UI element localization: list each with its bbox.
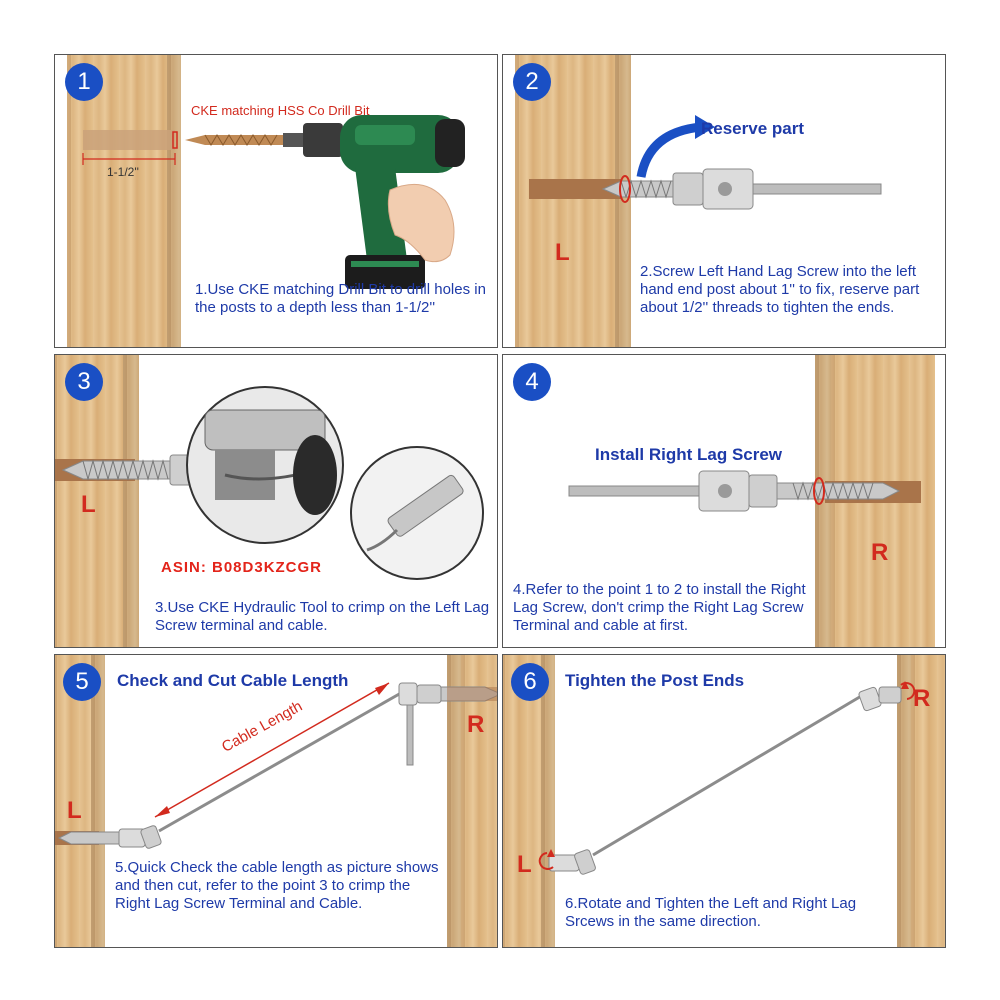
step-6-panel — [502, 654, 946, 948]
side-label-left: L — [67, 797, 82, 824]
crimp-tool-zoom-icon — [187, 387, 343, 543]
step-3-panel — [54, 354, 498, 648]
step-4-caption: 4.Refer to the point 1 to 2 to install the Right Lag Screw, don't crimp the Right Lag Screw Terminal and cable at first. — [513, 581, 806, 634]
cable-length-dimension — [155, 683, 389, 817]
step-3-badge: 3 — [65, 363, 103, 401]
step-1-badge: 1 — [65, 63, 103, 101]
step-5-badge: 5 — [63, 663, 101, 701]
step-1-caption: 1.Use CKE matching Drill Bit to drill holes in the posts to a depth less than 1-1/2'' — [195, 281, 486, 316]
side-label-right: R — [871, 539, 889, 566]
terminal-icon — [673, 169, 881, 209]
step-2-panel — [502, 54, 946, 348]
drill-bit-icon — [185, 133, 305, 147]
step-2-caption: 2.Screw Left Hand Lag Screw into the left hand end post about 1'' to fix, reserve part about 1/2'' threads to tighten the ends. — [640, 263, 920, 316]
step-1-panel — [54, 54, 498, 348]
step-4-badge: 4 — [513, 363, 551, 401]
side-label-right: R — [913, 685, 931, 712]
step-6-title: Tighten the Post Ends — [565, 671, 745, 690]
drilled-hole — [83, 130, 175, 150]
cable-length-label: Cable Length — [219, 697, 306, 756]
step-5-panel — [54, 654, 498, 948]
cordless-drill-icon — [303, 115, 465, 289]
terminal-icon — [569, 471, 777, 511]
step-2-title: Reserve part — [701, 119, 805, 138]
step-4-panel — [502, 354, 946, 648]
step-6-caption: 6.Rotate and Tighten the Left and Right Lag Srcews in the same direction. — [565, 895, 857, 930]
cable-line — [593, 695, 863, 855]
step-5-caption: 5.Quick Check the cable length as picture shows and then cut, refer to the point 3 to crimp the Right Lag Screw Terminal and Cable. — [115, 859, 439, 912]
reserve-arrow-icon — [641, 127, 701, 177]
asin-label: ASIN: B08D3KZCGR — [161, 559, 323, 576]
side-label-right: R — [467, 711, 485, 738]
step-5-title: Check and Cut Cable Length — [117, 671, 349, 690]
side-label-left: L — [517, 851, 532, 878]
depth-label: 1-1/2'' — [107, 165, 139, 179]
drill-bit-label: CKE matching HSS Co Drill Bit — [191, 103, 370, 118]
side-label-left: L — [81, 491, 96, 518]
step-6-badge: 6 — [511, 663, 549, 701]
step-4-title: Install Right Lag Screw — [595, 445, 783, 464]
cable-zoom-icon — [351, 447, 483, 579]
step-2-badge: 2 — [513, 63, 551, 101]
step-3-caption: 3.Use CKE Hydraulic Tool to crimp on the Left Lag Screw terminal and cable. — [155, 599, 490, 634]
side-label-left: L — [555, 239, 570, 266]
